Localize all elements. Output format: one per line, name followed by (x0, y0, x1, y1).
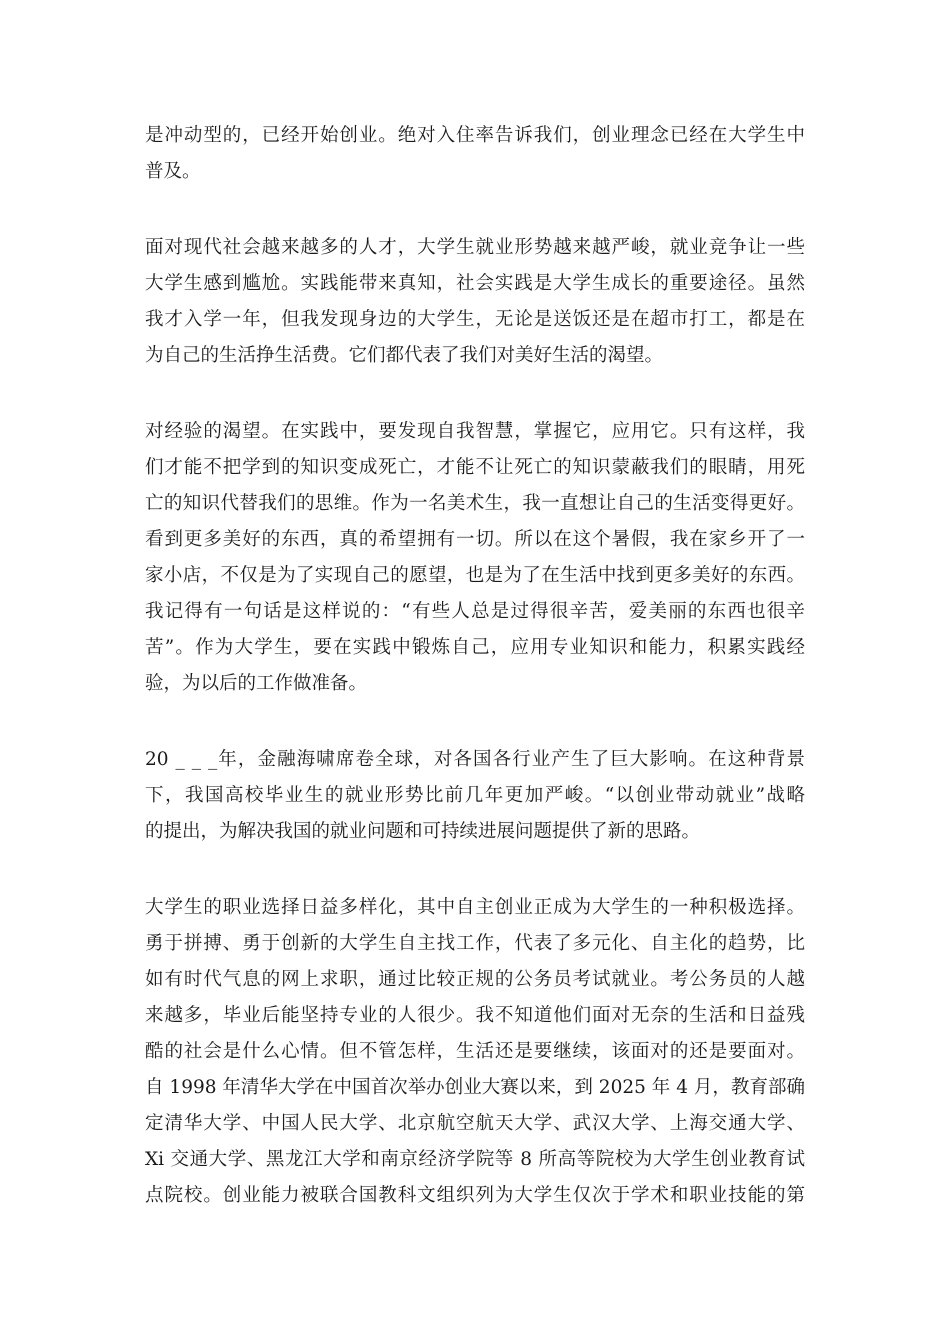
text-line: 验，为以后的工作做准备。 (145, 673, 368, 694)
text-line: 大学生感到尴尬。实践能带来真知，社会实践是大学生成长的重要途径。虽然 (145, 273, 805, 294)
text-line: 的提出，为解决我国的就业问题和可持续进展问题提供了新的思路。 (145, 821, 701, 842)
text-line: 勇于拼搏、勇于创新的大学生自主找工作，代表了多元化、自主化的趋势，比 (145, 933, 805, 954)
text-line: 对经验的渴望。在实践中，要发现自我智慧，掌握它，应用它。只有这样，我 (145, 421, 805, 442)
text-line: 们才能不把学到的知识变成死亡，才能不让死亡的知识蒙蔽我们的眼睛，用死 (145, 457, 805, 478)
paragraph-2 (145, 230, 805, 374)
document-page (145, 118, 805, 1254)
text-line: 亡的知识代替我们的思维。作为一名美术生，我一直想让自己的生活变得更好。 (145, 493, 805, 514)
text-line: 为自己的生活挣生活费。它们都代表了我们对美好生活的渴望。 (145, 345, 664, 366)
text-line: 大学生的职业选择日益多样化，其中自主创业正成为大学生的一种积极选择。 (145, 897, 805, 918)
text-line: 普及。 (145, 161, 201, 182)
paragraph-1 (145, 118, 805, 190)
text-line: Xi 交通大学、黑龙江大学和南京经济学院等 8 所高等院校为大学生创业教育试 (145, 1149, 805, 1170)
text-line: 点院校。创业能力被联合国教科文组织列为大学生仅次于学术和职业技能的第 (145, 1185, 805, 1206)
text-line: 面对现代社会越来越多的人才，大学生就业形势越来越严峻，就业竞争让一些 (145, 237, 805, 258)
text-line: 是冲动型的，已经开始创业。绝对入住率告诉我们，创业理念已经在大学生中 (145, 125, 805, 146)
text-line: 如有时代气息的网上求职，通过比较正规的公务员考试就业。考公务员的人越 (145, 969, 805, 990)
text-line: 家小店，不仅是为了实现自己的愿望，也是为了在生活中找到更多美好的东西。 (145, 565, 805, 586)
text-line: 自 1998 年清华大学在中国首次举办创业大赛以来，到 2025 年 4 月，教育部确 (145, 1077, 805, 1098)
paragraph-3 (145, 414, 805, 702)
text-line: 定清华大学、中国人民大学、北京航空航天大学、武汉大学、上海交通大学、 (145, 1113, 805, 1134)
text-line: 20 _ _ _年，金融海啸席卷全球，对各国各行业产生了巨大影响。在这种背景 (145, 749, 805, 770)
text-line: 下，我国高校毕业生的就业形势比前几年更加严峻。“以创业带动就业”战略 (145, 785, 805, 806)
text-line: 酷的社会是什么心情。但不管怎样，生活还是要继续，该面对的还是要面对。 (145, 1041, 805, 1062)
text-line: 来越多，毕业后能坚持专业的人很少。我不知道他们面对无奈的生活和日益残 (145, 1005, 805, 1026)
text-line: 我记得有一句话是这样说的：“有些人总是过得很辛苦，爱美丽的东西也很辛 (145, 601, 805, 622)
text-line: 我才入学一年，但我发现身边的大学生，无论是送饭还是在超市打工，都是在 (145, 309, 805, 330)
text-line: 看到更多美好的东西，真的希望拥有一切。所以在这个暑假，我在家乡开了一 (145, 529, 805, 550)
text-line: 苦”。作为大学生，要在实践中锻炼自己，应用专业知识和能力，积累实践经 (145, 637, 805, 658)
paragraph-4 (145, 742, 805, 850)
paragraph-5 (145, 890, 805, 1214)
